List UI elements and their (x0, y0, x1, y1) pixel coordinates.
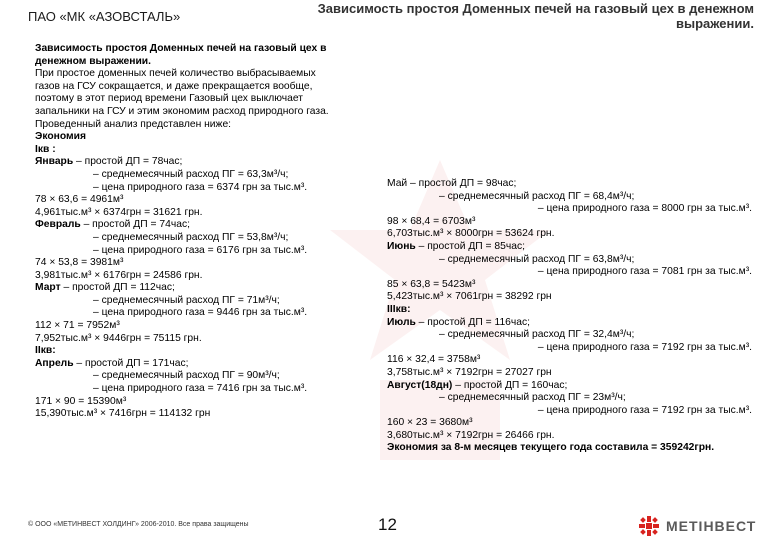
text-line: Проведенный анализ представлен ниже: (35, 118, 232, 130)
text-line: газов на ГСУ сокращается, и даже прекращается вообще, (35, 80, 313, 92)
slide-footer (0, 508, 780, 540)
text-line: 3,758тыс.м³ × 7192грн = 27027 грн (387, 366, 552, 378)
copyright-notice: © ООО «МЕТИНВЕСТ ХОЛДИНГ» 2006-2010. Все права защищены (28, 521, 249, 528)
line-text: – простой ДП = 112час; (60, 282, 175, 294)
slide-header (0, 0, 780, 36)
text-line: – среднемесячный расход ПГ = 63,3м³/ч; (93, 168, 289, 180)
text-line: Май – простой ДП = 98час; (387, 178, 517, 189)
text-line (387, 317, 752, 330)
text-line: IIIкв: (387, 303, 411, 315)
text-line: поэтому в этот период времени Газовый цех выключает (35, 93, 303, 105)
text-line: Экономия (35, 131, 86, 143)
text-line: – цена природного газа = 7081 грн за тыс.м³. (537, 266, 752, 278)
line-text: – простой ДП = 116час; (415, 316, 531, 328)
text-line: – цена природного газа = 8000 грн за тыс.м³. (537, 203, 752, 215)
text-line: – цена природного газа = 7416 грн за тыс.м³. (93, 383, 308, 395)
text-line (35, 282, 390, 295)
text-line: Зависимость простоя Доменных печей на газовый цех в (35, 43, 327, 54)
text-line: – цена природного газа = 6374 грн за тыс.м³. (93, 181, 308, 193)
text-line: запальники на ГСУ и этим экономим расход природного газа. (35, 105, 329, 117)
text-line: 78 × 63,6 = 4961м³ (35, 194, 124, 206)
text-line: 15,390тыс.м³ × 7416грн = 114132 грн (35, 408, 211, 420)
month-label: Март (35, 282, 61, 294)
text-line: – среднемесячный расход ПГ = 90м³/ч; (93, 370, 280, 382)
text-line: При простое доменных печей количество выбрасываемых (35, 68, 316, 80)
text-line: 7,952тыс.м³ × 9446грн = 75115 грн. (35, 332, 202, 344)
text-line: – среднемесячный расход ПГ = 71м³/ч; (93, 294, 280, 306)
line-text: – простой ДП = 74час; (80, 219, 190, 231)
month-label: Август(18дн) (387, 379, 453, 391)
text-line: 112 × 71 = 7952м³ (35, 320, 120, 332)
month-label: Январь (35, 156, 74, 168)
text-line (35, 156, 390, 169)
month-label: Апрель (35, 357, 74, 369)
text-line (387, 241, 752, 254)
text-line: 5,423тыс.м³ × 7061грн = 38292 грн (387, 291, 552, 303)
text-line: – цена природного газа = 7192 грн за тыс.м³. (537, 404, 752, 416)
text-line: 4,961тыс.м³ × 6374грн = 31621 грн. (35, 206, 203, 218)
text-line: – среднемесячный расход ПГ = 32,4м³/ч; (439, 329, 635, 341)
text-line: – цена природного газа = 6176 грн за тыс.м³. (93, 244, 308, 256)
text-line (387, 380, 752, 393)
text-line: IIкв: (35, 345, 56, 357)
text-line: – цена природного газа = 7192 грн за тыс.м³. (537, 341, 752, 353)
metinvest-logo-icon (638, 515, 660, 537)
text-line: 3,981тыс.м³ × 6176грн = 24586 грн. (35, 269, 203, 281)
line-text: – простой ДП = 78час; (73, 156, 183, 168)
text-line: 98 × 68,4 = 6703м³ (387, 215, 476, 227)
text-line: – среднемесячный расход ПГ = 63,8м³/ч; (439, 253, 635, 265)
slide-title: Зависимость простоя Доменных печей на газовый цех в денежном выражении. (317, 1, 754, 31)
text-line: 3,680тыс.м³ × 7192грн = 26466 грн. (387, 429, 555, 441)
right-text-column (387, 178, 752, 455)
text-line: – среднемесячный расход ПГ = 53,8м³/ч; (93, 231, 289, 243)
text-line: 6,703тыс.м³ × 8000грн = 53624 грн. (387, 228, 555, 240)
line-text: – простой ДП = 171час; (73, 357, 189, 369)
text-line: 74 × 53,8 = 3981м³ (35, 257, 124, 269)
text-line (35, 358, 390, 371)
month-label: Июнь (387, 240, 416, 252)
text-line: 171 × 90 = 15390м³ (35, 395, 127, 407)
text-line: – цена природного газа = 9446 грн за тыс.м³. (93, 307, 308, 319)
text-line: – среднемесячный расход ПГ = 68,4м³/ч; (439, 190, 635, 202)
line-text: – простой ДП = 160час; (452, 379, 568, 391)
metinvest-logo (638, 514, 756, 538)
text-line (35, 219, 390, 232)
logo-text: МЕТІНВЕСТ (666, 518, 757, 534)
left-text-column (35, 43, 390, 421)
text-line: 116 × 32,4 = 3758м³ (387, 354, 481, 366)
text-line: – среднемесячный расход ПГ = 23м³/ч; (439, 392, 626, 404)
month-label: Февраль (35, 219, 81, 231)
month-label: Июль (387, 316, 416, 328)
text-line: 160 × 23 = 3680м³ (387, 417, 473, 429)
text-line: Iкв : (35, 143, 56, 155)
text-line: 85 × 63,8 = 5423м³ (387, 278, 476, 290)
text-line: Экономия за 8-м месяцев текущего года составила = 359242грн. (387, 442, 715, 454)
line-text: – простой ДП = 85час; (415, 240, 525, 252)
text-line: денежном выражении. (35, 55, 151, 67)
company-name: ПАО «МК «АЗОВСТАЛЬ» (28, 9, 181, 24)
page-number: 12 (378, 515, 397, 534)
